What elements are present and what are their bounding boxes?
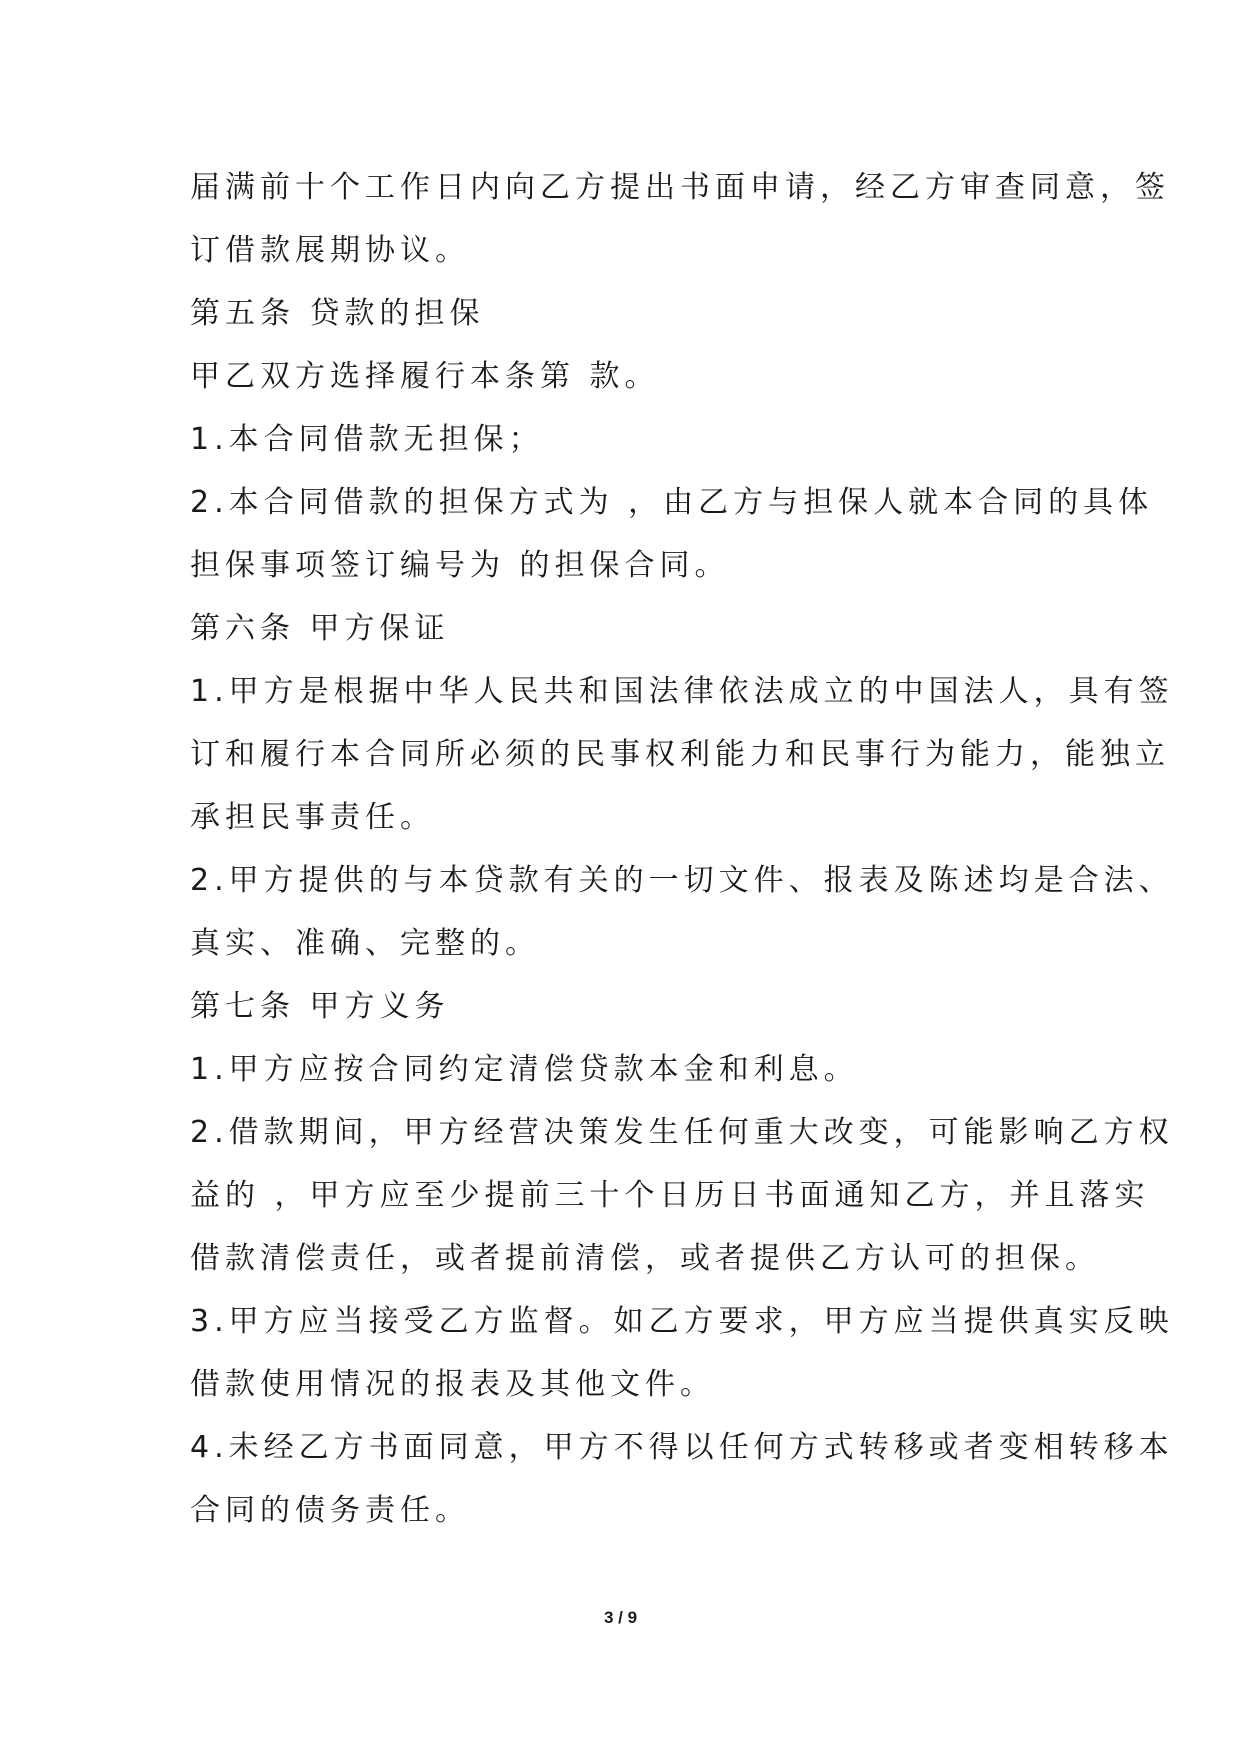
text-line: 1.甲方是根据中华人民共和国法律依法成立的中国法人，具有签	[190, 674, 1174, 709]
text-line: 真实、准确、完整的。	[190, 926, 540, 961]
text-line: 1.本合同借款无担保；	[190, 422, 544, 457]
page-number: 3 / 9	[603, 1608, 638, 1627]
text-line: 合同的债务责任。	[190, 1493, 470, 1528]
section-heading: 第七条 甲方义务	[190, 989, 450, 1024]
text-line: 借款使用情况的报表及其他文件。	[190, 1367, 715, 1402]
text-line: 订和履行本合同所必须的民事权利能力和民事行为能力，能独立	[190, 737, 1170, 772]
text-line: 1.甲方应按合同约定清偿贷款本金和利息。	[190, 1052, 859, 1087]
text-line: 订借款展期协议。	[190, 233, 470, 268]
text-line: 甲乙双方选择履行本条第 款。	[190, 359, 660, 394]
text-line: 3.甲方应当接受乙方监督。如乙方要求，甲方应当提供真实反映	[190, 1304, 1174, 1339]
section-heading: 第六条 甲方保证	[190, 611, 450, 646]
text-line: 2.本合同借款的担保方式为 ，由乙方与担保人就本合同的具体	[190, 485, 1154, 520]
text-line: 借款清偿责任，或者提前清偿，或者提供乙方认可的担保。	[190, 1241, 1100, 1276]
text-line: 益的 ，甲方应至少提前三十个日历日书面通知乙方，并且落实	[190, 1178, 1150, 1213]
text-line: 承担民事责任。	[190, 800, 435, 835]
document-body	[190, 156, 1174, 1542]
text-line: 4.未经乙方书面同意，甲方不得以任何方式转移或者变相转移本	[190, 1430, 1174, 1465]
section-heading: 第五条 贷款的担保	[190, 296, 485, 331]
text-line: 届满前十个工作日内向乙方提出书面申请，经乙方审查同意，签	[190, 170, 1170, 205]
text-line: 2.借款期间，甲方经营决策发生任何重大改变，可能影响乙方权	[190, 1115, 1174, 1150]
text-line: 担保事项签订编号为 的担保合同。	[190, 548, 730, 583]
text-line: 2.甲方提供的与本贷款有关的一切文件、报表及陈述均是合法、	[190, 863, 1174, 898]
